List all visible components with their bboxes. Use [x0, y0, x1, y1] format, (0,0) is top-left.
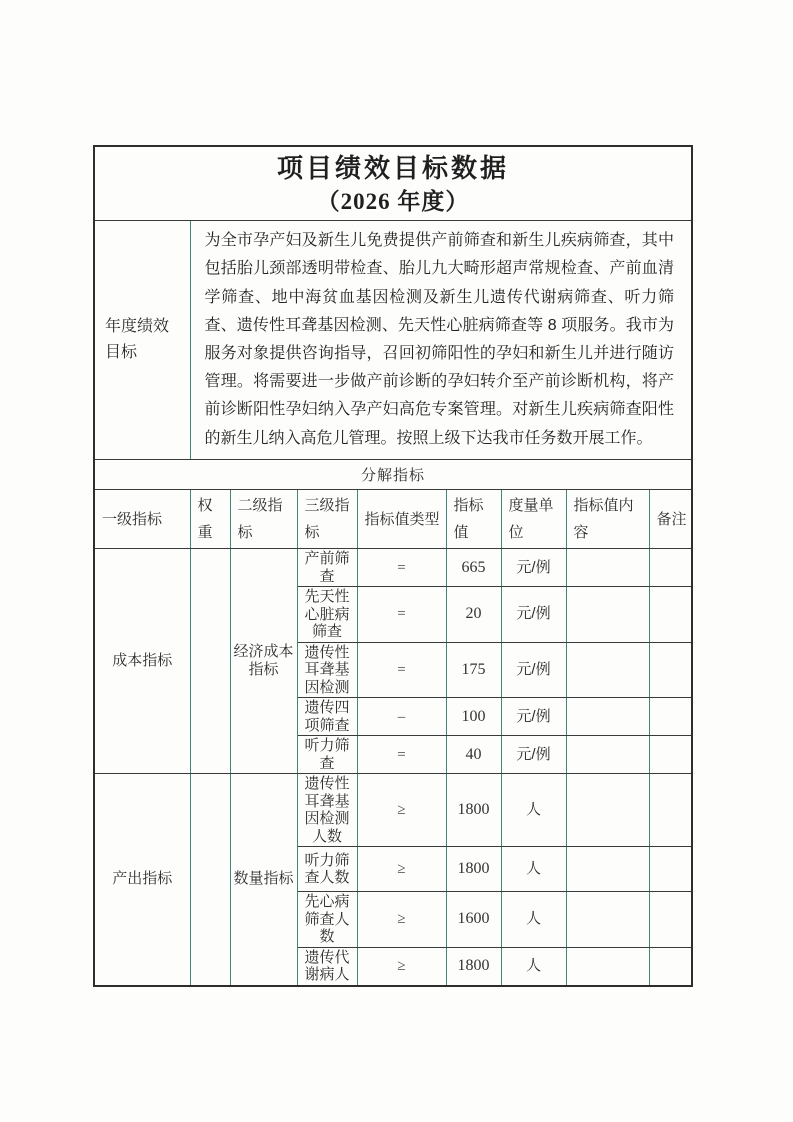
value-cell: 100	[446, 698, 501, 736]
value-type-cell: ≥	[357, 847, 446, 892]
value-content-cell	[566, 642, 649, 698]
col-header-value-content: 指标值内容	[566, 490, 649, 549]
value-content-cell	[566, 947, 649, 986]
note-cell	[649, 736, 692, 774]
value-type-cell: =	[357, 736, 446, 774]
value-cell: 1600	[446, 892, 501, 948]
value-content-cell	[566, 892, 649, 948]
table-row	[94, 549, 692, 587]
weight-cell	[190, 774, 230, 986]
note-cell	[649, 698, 692, 736]
value-type-cell: –	[357, 698, 446, 736]
col-header-unit: 度量单位	[501, 490, 566, 549]
note-cell	[649, 642, 692, 698]
note-cell	[649, 774, 692, 847]
col-header-level3: 三级指标	[297, 490, 357, 549]
value-type-cell: =	[357, 642, 446, 698]
value-cell: 40	[446, 736, 501, 774]
value-cell: 1800	[446, 847, 501, 892]
level3-cell: 先心病筛查人数	[297, 892, 357, 948]
value-content-cell	[566, 587, 649, 643]
note-cell	[649, 847, 692, 892]
level3-cell: 遗传代谢病人	[297, 947, 357, 986]
level3-cell: 听力筛查	[297, 736, 357, 774]
document-title: 项目绩效目标数据	[277, 153, 510, 183]
value-type-cell: ≥	[357, 947, 446, 986]
value-cell: 175	[446, 642, 501, 698]
unit-cell: 人	[501, 774, 566, 847]
level3-cell: 遗传四项筛查	[297, 698, 357, 736]
level3-cell: 产前筛查	[297, 549, 357, 587]
value-content-cell	[566, 698, 649, 736]
value-type-cell: ≥	[357, 774, 446, 847]
value-type-cell: =	[357, 549, 446, 587]
col-header-value-type: 指标值类型	[357, 490, 446, 549]
unit-cell: 元/例	[501, 587, 566, 643]
value-type-cell: ≥	[357, 892, 446, 948]
level3-cell: 听力筛查人数	[297, 847, 357, 892]
level3-cell: 遗传性耳聋基因检测人数	[297, 774, 357, 847]
value-cell: 1800	[446, 774, 501, 847]
annual-target-text: 为全市孕产妇及新生儿免费提供产前筛查和新生儿疾病筛查，其中包括胎儿颈部透明带检查、胎儿九大畸形超声常规检查、产前血清学筛查、地中海贫血基因检测及新生儿遗传代谢病筛查、听力筛查、遗传性耳聋基因检测、先天性心脏病筛查等 8 项服务。我市为服务对象提供咨询指导，召回初筛阳性的孕妇和新生儿并进行随访管理。将需要进一步做产前诊断的孕妇转介至产前诊断机构，将产前诊断阳性孕妇纳入孕产妇高危专案管理。对新生儿疾病筛查阳性的新生儿纳入高危儿管理。按照上级下达我市任务数开展工作。	[190, 221, 692, 460]
unit-cell: 元/例	[501, 549, 566, 587]
unit-cell: 人	[501, 892, 566, 948]
value-cell: 20	[446, 587, 501, 643]
level2-cell: 数量指标	[230, 774, 297, 986]
value-content-cell	[566, 736, 649, 774]
level3-cell: 遗传性耳聋基因检测	[297, 642, 357, 698]
level1-cell: 产出指标	[94, 774, 190, 986]
note-cell	[649, 947, 692, 986]
level3-cell: 先天性心脏病筛查	[297, 587, 357, 643]
col-header-level2: 二级指标	[230, 490, 297, 549]
unit-cell: 元/例	[501, 642, 566, 698]
annual-target-label: 年度绩效目标	[94, 221, 190, 460]
note-cell	[649, 892, 692, 948]
performance-target-table	[93, 145, 691, 987]
value-cell: 1800	[446, 947, 501, 986]
value-content-cell	[566, 774, 649, 847]
col-header-level1: 一级指标	[94, 490, 190, 549]
value-type-cell: =	[357, 587, 446, 643]
level1-cell: 成本指标	[94, 549, 190, 774]
unit-cell: 人	[501, 947, 566, 986]
document-title-cell	[94, 146, 692, 221]
value-content-cell	[566, 549, 649, 587]
section-header: 分解指标	[94, 460, 692, 490]
col-header-value: 指标值	[446, 490, 501, 549]
note-cell	[649, 587, 692, 643]
value-content-cell	[566, 847, 649, 892]
table-row	[94, 774, 692, 847]
unit-cell: 元/例	[501, 736, 566, 774]
unit-cell: 人	[501, 847, 566, 892]
note-cell	[649, 549, 692, 587]
value-cell: 665	[446, 549, 501, 587]
weight-cell	[190, 549, 230, 774]
col-header-weight: 权重	[190, 490, 230, 549]
unit-cell: 元/例	[501, 698, 566, 736]
document-title-year: （2026 年度）	[316, 188, 470, 214]
level2-cell: 经济成本指标	[230, 549, 297, 774]
col-header-note: 备注	[649, 490, 692, 549]
